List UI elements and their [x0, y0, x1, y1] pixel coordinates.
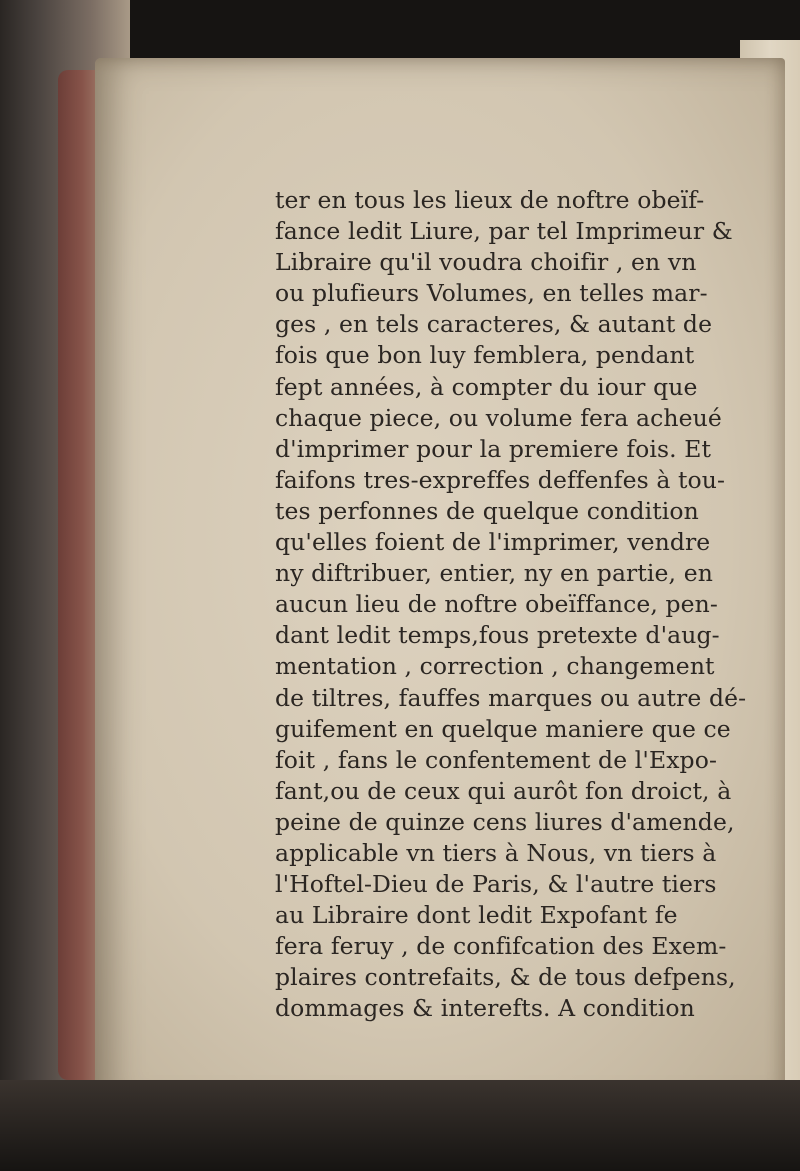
text-line: fant,ou de ceux qui aurôt fon droict, à — [275, 776, 732, 805]
text-line: l'Hoftel-Dieu de Paris, & l'autre tiers — [275, 870, 717, 899]
text-line: chaque piece, ou volume fera acheué — [275, 403, 722, 432]
text-line: peine de quinze cens liures d'amende, — [275, 807, 735, 836]
text-line: plaires contrefaits, & de tous defpens, — [275, 963, 736, 992]
text-line: aucun lieu de noftre obeïffance, pen- — [275, 590, 718, 619]
text-line: qu'elles foient de l'imprimer, vendre — [275, 528, 711, 557]
text-line: au Libraire dont ledit Expofant fe — [275, 901, 678, 930]
text-line: fera feruy , de confifcation des Exem- — [275, 932, 727, 961]
bottom-shadow — [0, 1080, 800, 1171]
text-line: ges , en tels caracteres, & autant de — [275, 310, 713, 339]
text-line: dommages & interefts. A condition — [275, 994, 695, 1023]
text-line: fept années, à compter du iour que — [275, 372, 698, 401]
text-line: applicable vn tiers à Nous, vn tiers à — [275, 838, 717, 867]
text-line: ou plufieurs Volumes, en telles mar- — [275, 279, 708, 308]
text-line: Libraire qu'il voudra choifir , en vn — [275, 248, 697, 277]
text-line: fois que bon luy femblera, pendant — [275, 341, 695, 370]
text-line: mentation , correction , changement — [275, 652, 715, 681]
text-line: ny diftribuer, entier, ny en partie, en — [275, 559, 713, 588]
text-line: dant ledit temps,fous pretexte d'aug- — [275, 621, 720, 650]
page-text-block — [275, 185, 745, 1025]
text-line: guifement en quelque maniere que ce — [275, 714, 731, 743]
text-line: ter en tous les lieux de noftre obeïf- — [275, 186, 705, 214]
text-line: fance ledit Liure, par tel Imprimeur & — [275, 217, 733, 246]
text-line: faifons tres-expreffes deffenfes à tou- — [275, 465, 726, 494]
text-line: foit , fans le confentement de l'Expo- — [275, 745, 717, 774]
text-line: de tiltres, fauffes marques ou autre dé- — [275, 683, 747, 712]
text-line: d'imprimer pour la premiere fois. Et — [275, 434, 712, 463]
text-line: tes perfonnes de quelque condition — [275, 496, 699, 525]
